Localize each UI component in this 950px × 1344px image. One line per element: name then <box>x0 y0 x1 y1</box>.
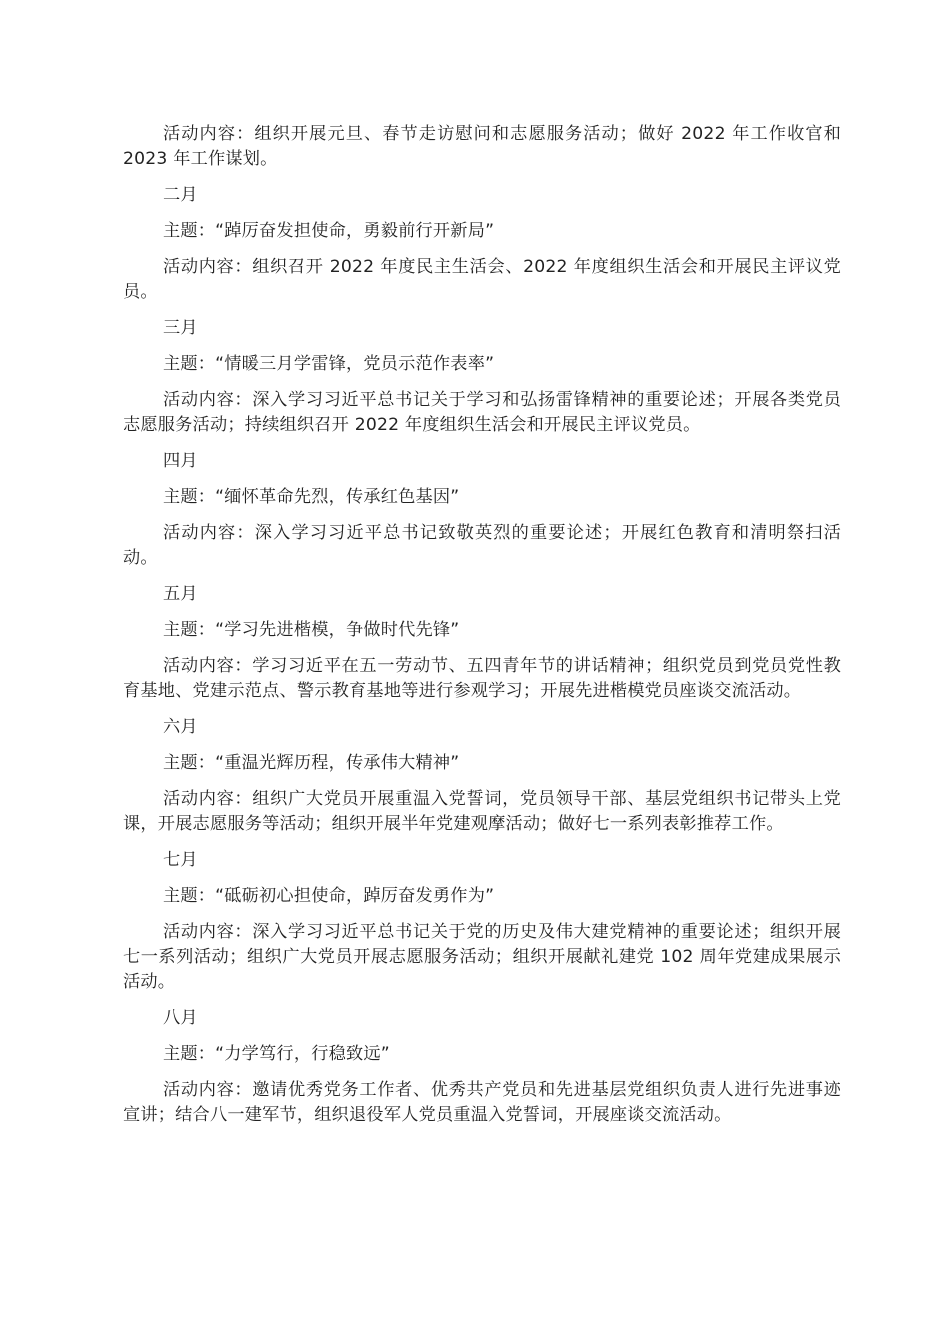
paragraph-february-activities: 活动内容：组织召开 2022 年度民主生活会、2022 年度组织生活会和开展民主评议党员。 <box>123 257 841 302</box>
heading-july: 七月 <box>163 850 198 870</box>
paragraph-july-activities: 活动内容：深入学习习近平总书记关于党的历史及伟大建党精神的重要论述；组织开展七一系列活动；组织广大党员开展志愿服务活动；组织开展献礼建党 102 周年党建成果展示活动。 <box>123 922 841 992</box>
heading-june: 六月 <box>163 717 198 737</box>
paragraph-april-activities: 活动内容：深入学习习近平总书记致敬英烈的重要论述；开展红色教育和清明祭扫活动。 <box>123 523 841 568</box>
heading-april: 四月 <box>163 451 198 471</box>
theme-august: 主题：“力学笃行，行稳致远” <box>163 1044 390 1064</box>
heading-march: 三月 <box>163 318 198 338</box>
theme-july: 主题：“砥砺初心担使命，踔厉奋发勇作为” <box>163 886 495 906</box>
theme-may: 主题：“学习先进楷模，争做时代先锋” <box>163 620 460 640</box>
theme-february: 主题：“踔厉奋发担使命，勇毅前行开新局” <box>163 221 495 241</box>
paragraph-march-activities: 活动内容：深入学习习近平总书记关于学习和弘扬雷锋精神的重要论述；开展各类党员志愿服务活动；持续组织召开 2022 年度组织生活会和开展民主评议党员。 <box>123 390 841 435</box>
theme-march: 主题：“情暖三月学雷锋，党员示范作表率” <box>163 354 495 374</box>
paragraph-january-activities: 活动内容：组织开展元旦、春节走访慰问和志愿服务活动；做好 2022 年工作收官和 2023 年工作谋划。 <box>123 124 841 169</box>
theme-april: 主题：“缅怀革命先烈，传承红色基因” <box>163 487 460 507</box>
heading-february: 二月 <box>163 185 198 205</box>
heading-august: 八月 <box>163 1008 198 1028</box>
paragraph-august-activities: 活动内容：邀请优秀党务工作者、优秀共产党员和先进基层党组织负责人进行先进事迹宣讲；结合八一建军节，组织退役军人党员重温入党誓词，开展座谈交流活动。 <box>123 1080 841 1125</box>
document-body <box>123 122 841 1139</box>
paragraph-may-activities: 活动内容：学习习近平在五一劳动节、五四青年节的讲话精神；组织党员到党员党性教育基地、党建示范点、警示教育基地等进行参观学习；开展先进楷模党员座谈交流活动。 <box>123 656 841 701</box>
heading-may: 五月 <box>163 584 198 604</box>
theme-june: 主题：“重温光辉历程，传承伟大精神” <box>163 753 460 773</box>
paragraph-june-activities: 活动内容：组织广大党员开展重温入党誓词，党员领导干部、基层党组织书记带头上党课，开展志愿服务等活动；组织开展半年党建观摩活动；做好七一系列表彰推荐工作。 <box>123 789 841 834</box>
